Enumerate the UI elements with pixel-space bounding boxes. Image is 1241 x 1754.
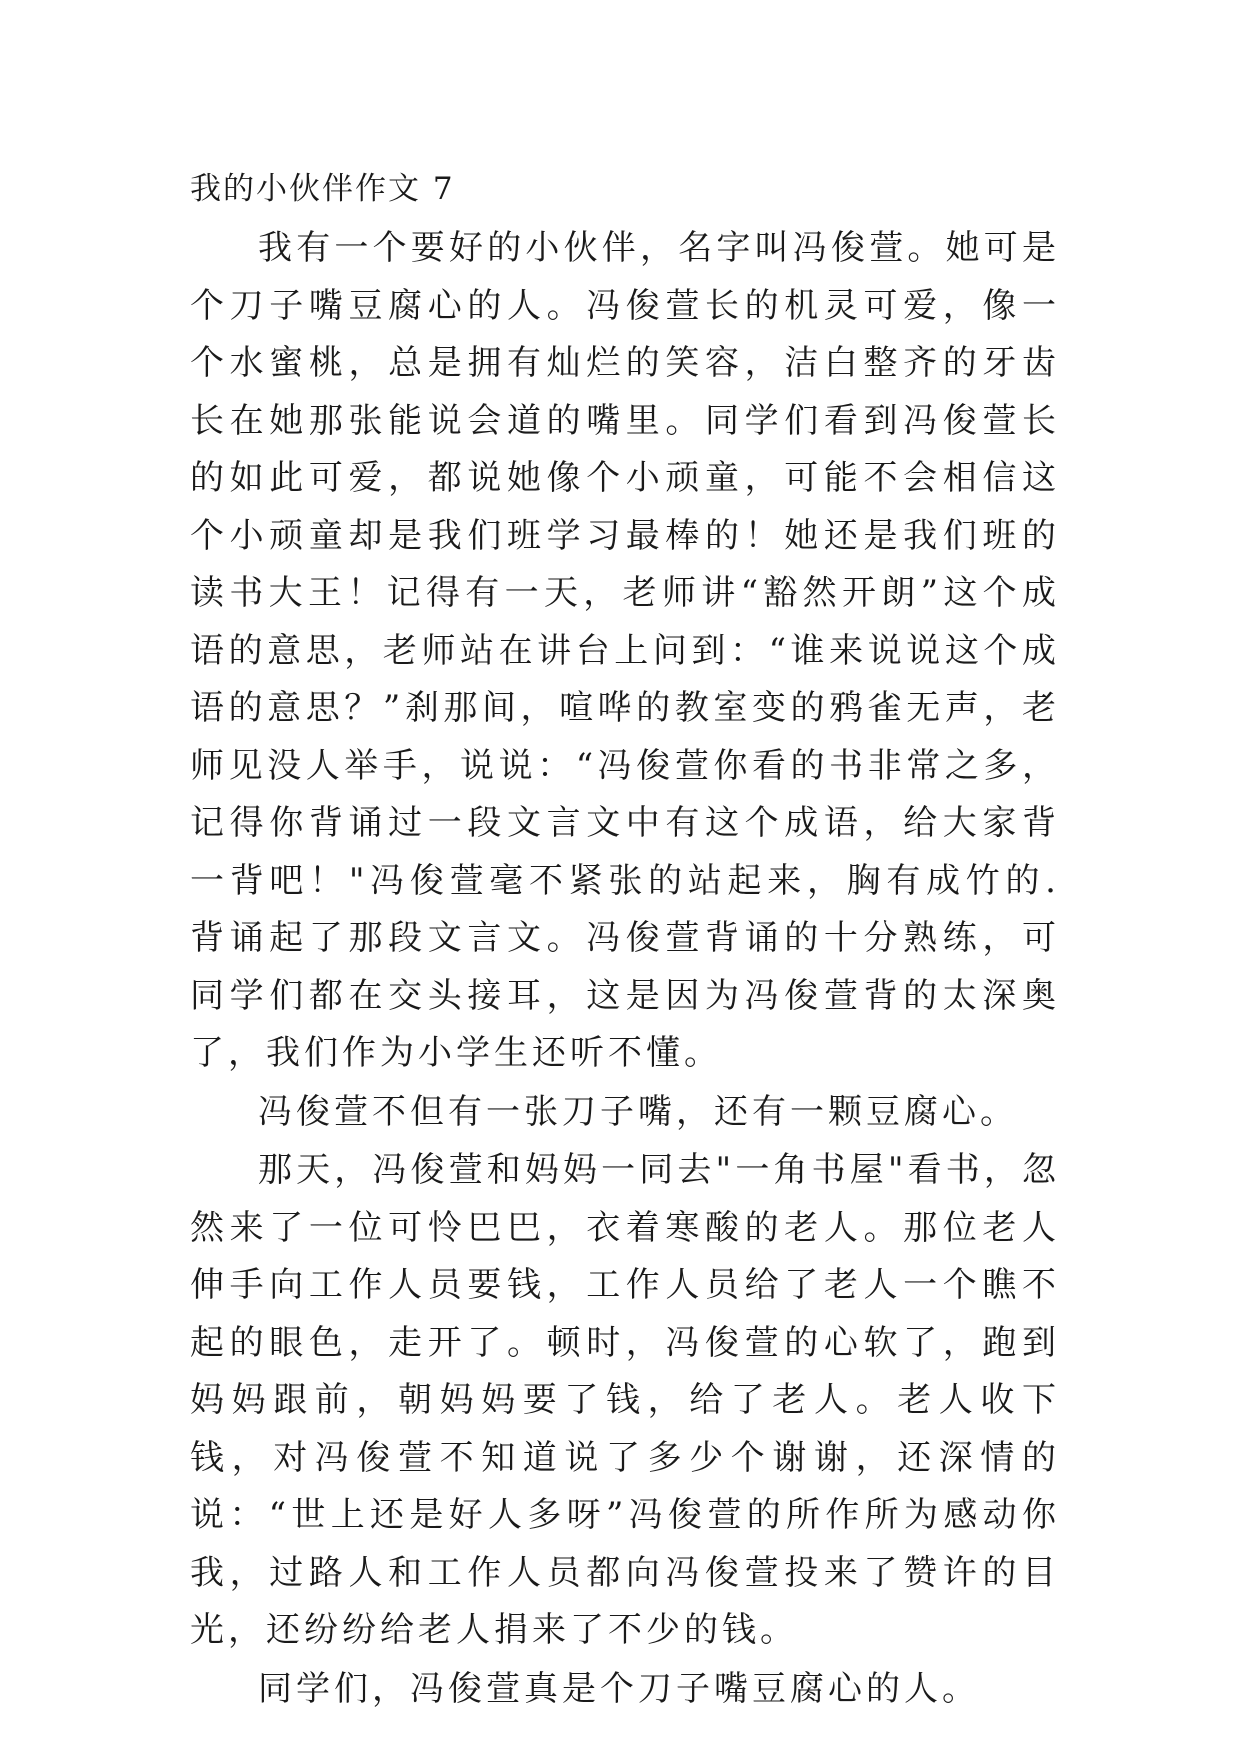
paragraph-3: 那天，冯俊萱和妈妈一同去"一角书屋"看书，忽然来了一位可怜巴巴，衣着寒酸的老人。那位老人伸手向工作人员要钱，工作人员给了老人一个瞧不起的眼色，走开了。顿时，冯俊萱的心软了，跑到妈妈跟前，朝妈妈要了钱，给了老人。老人收下钱，对冯俊萱不知道说了多少个谢谢，还深情的说：“世上还是好人多呀”冯俊萱的所作所为感动你我，过路人和工作人员都向冯俊萱投来了赞许的目光，还纷纷给老人捐来了不少的钱。 bbox=[190, 1150, 1060, 1650]
paragraph-1: 我有一个要好的小伙伴，名字叫冯俊萱。她可是个刀子嘴豆腐心的人。冯俊萱长的机灵可爱，像一个水蜜桃，总是拥有灿烂的笑容，洁白整齐的牙齿长在她那张能说会道的嘴里。同学们看到冯俊萱长的如此可爱，都说她像个小顽童，可能不会相信这个小顽童却是我们班学习最棒的！她还是我们班的读书大王！记得有一天，老师讲“豁然开朗”这个成语的意思，老师站在讲台上问到：“谁来说说这个成语的意思？”刹那间，喧哗的教室变的鸦雀无声，老师见没人举手，说说：“冯俊萱你看的书非常之多，记得你背诵过一段文言文中有这个成语，给大家背一背吧！"冯俊萱毫不紧张的站起来，胸有成竹的.背诵起了那段文言文。冯俊萱背诵的十分熟练，可同学们都在交头接耳，这是因为冯俊萱背的太深奥了，我们作为小学生还听不懂。 bbox=[190, 228, 1060, 1073]
document-body bbox=[190, 160, 1060, 1718]
paragraph-4: 同学们，冯俊萱真是个刀子嘴豆腐心的人。 bbox=[258, 1668, 980, 1709]
document-title: 我的小伙伴作文 7 bbox=[190, 171, 455, 207]
paragraph-2: 冯俊萱不但有一张刀子嘴，还有一颗豆腐心。 bbox=[258, 1091, 1018, 1132]
